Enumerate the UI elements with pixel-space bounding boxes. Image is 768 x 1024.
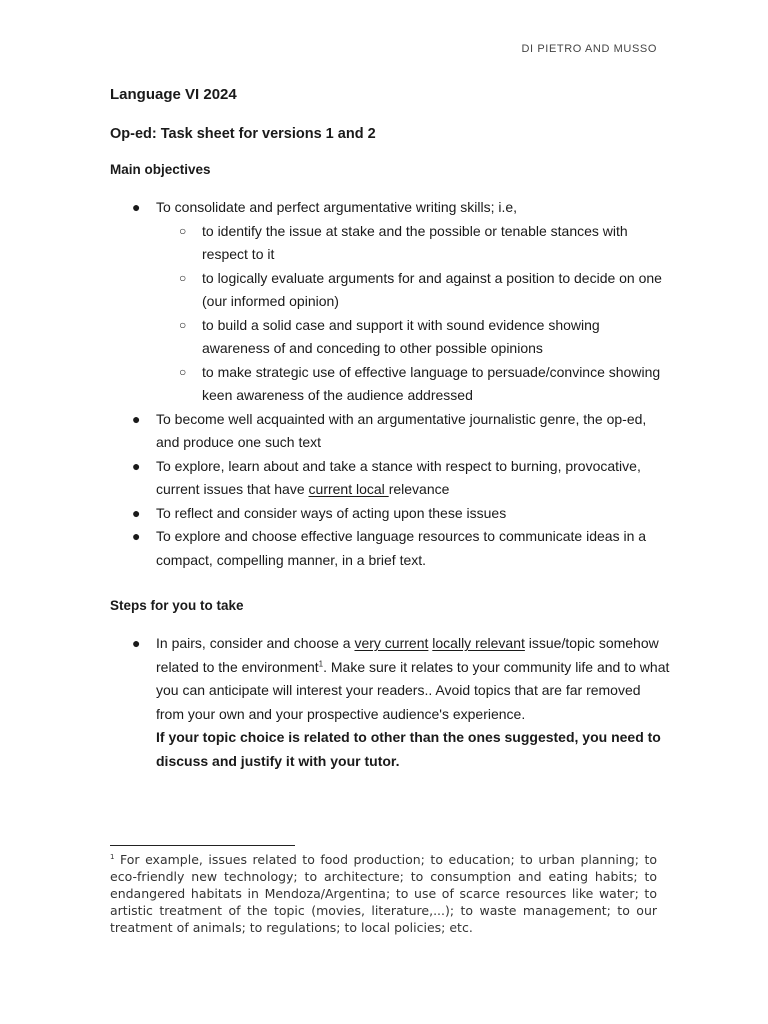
running-header: DI PIETRO AND MUSSO <box>521 43 657 55</box>
list-item <box>110 502 670 526</box>
sub-list-item <box>110 220 670 267</box>
footnote <box>110 851 657 936</box>
step-text: . Make sure it relates to your community life and to what you can anticipate will interest your readers.. Avoid topics that are far removed from your own and your prospective audience's experience. <box>156 658 670 722</box>
sub-list-item <box>110 314 670 361</box>
steps-heading: Steps for you to take <box>110 598 244 613</box>
objective-text: relevance <box>388 481 450 497</box>
footnote-reference[interactable]: 1 <box>318 658 324 668</box>
list-item <box>110 525 670 572</box>
objective-text: To reflect and consider ways of acting upon these issues <box>156 504 507 521</box>
sub-objective-text: to make strategic use of effective language to persuade/convince showing keen awareness of the audience addressed <box>202 363 661 403</box>
step-text: issue/topic somehow related to the environment <box>156 635 659 675</box>
underlined-text: locally relevant <box>432 635 525 651</box>
list-item <box>110 632 670 773</box>
sub-list-item <box>110 361 670 408</box>
bullet-icon: ● <box>132 635 141 651</box>
document-subtitle: Op-ed: Task sheet for versions 1 and 2 <box>110 126 376 142</box>
bullet-icon: ● <box>132 199 141 215</box>
footnote-text: For example, issues related to food production; to education; to urban planning; to eco-friendly new technology; to architecture; to consumption and eating habits; to endangered habitats in Mendoza/Argentina; to use of scarce resources like water; to artistic treatment of the topic (movies, literature,...); to waste management; to our treatment of animals; to regulations; to local policies; etc. <box>110 852 658 935</box>
hollow-bullet-icon: ○ <box>179 364 187 379</box>
bullet-icon: ● <box>132 504 141 521</box>
objective-text: To explore and choose effective language resources to communicate ideas in a compact, compelling manner, in a brief text. <box>156 528 647 568</box>
sub-list-item <box>110 267 670 314</box>
hollow-bullet-icon: ○ <box>179 317 187 332</box>
footnote-separator <box>110 845 295 846</box>
sub-objective-text: to identify the issue at stake and the possible or tenable stances with respect to it <box>202 222 628 262</box>
sub-objective-text: to logically evaluate arguments for and against a position to decide on one (our informed opinion) <box>202 269 662 309</box>
bullet-icon: ● <box>132 410 141 427</box>
hollow-bullet-icon: ○ <box>179 270 187 285</box>
document-title: Language VI 2024 <box>110 86 237 103</box>
bullet-icon: ● <box>132 528 141 544</box>
objectives-list <box>110 196 670 572</box>
bullet-icon: ● <box>132 457 141 474</box>
step-emphasis-text: If your topic choice is related to other than the ones suggested, you need to discuss and justify it with your tutor. <box>156 729 661 769</box>
objective-text: To consolidate and perfect argumentative writing skills; i.e, <box>156 199 518 215</box>
steps-list <box>110 632 670 773</box>
footnote-mark: 1 <box>110 852 115 861</box>
objective-text: To become well acquainted with an argumentative journalistic genre, the op-ed, and produce one such text <box>156 410 647 450</box>
underlined-text: current local <box>308 481 389 497</box>
list-item <box>110 196 670 220</box>
objectives-heading: Main objectives <box>110 162 211 177</box>
objective-text: To explore, learn about and take a stance with respect to burning, provocative, current issues that have <box>156 457 641 497</box>
list-item <box>110 408 670 455</box>
hollow-bullet-icon: ○ <box>179 223 187 238</box>
step-text: In pairs, consider and choose a <box>156 635 355 651</box>
sub-objective-text: to build a solid case and support it with sound evidence showing awareness of and conceding to other possible opinions <box>202 316 600 356</box>
underlined-text: very current <box>354 635 429 651</box>
list-item <box>110 455 670 502</box>
